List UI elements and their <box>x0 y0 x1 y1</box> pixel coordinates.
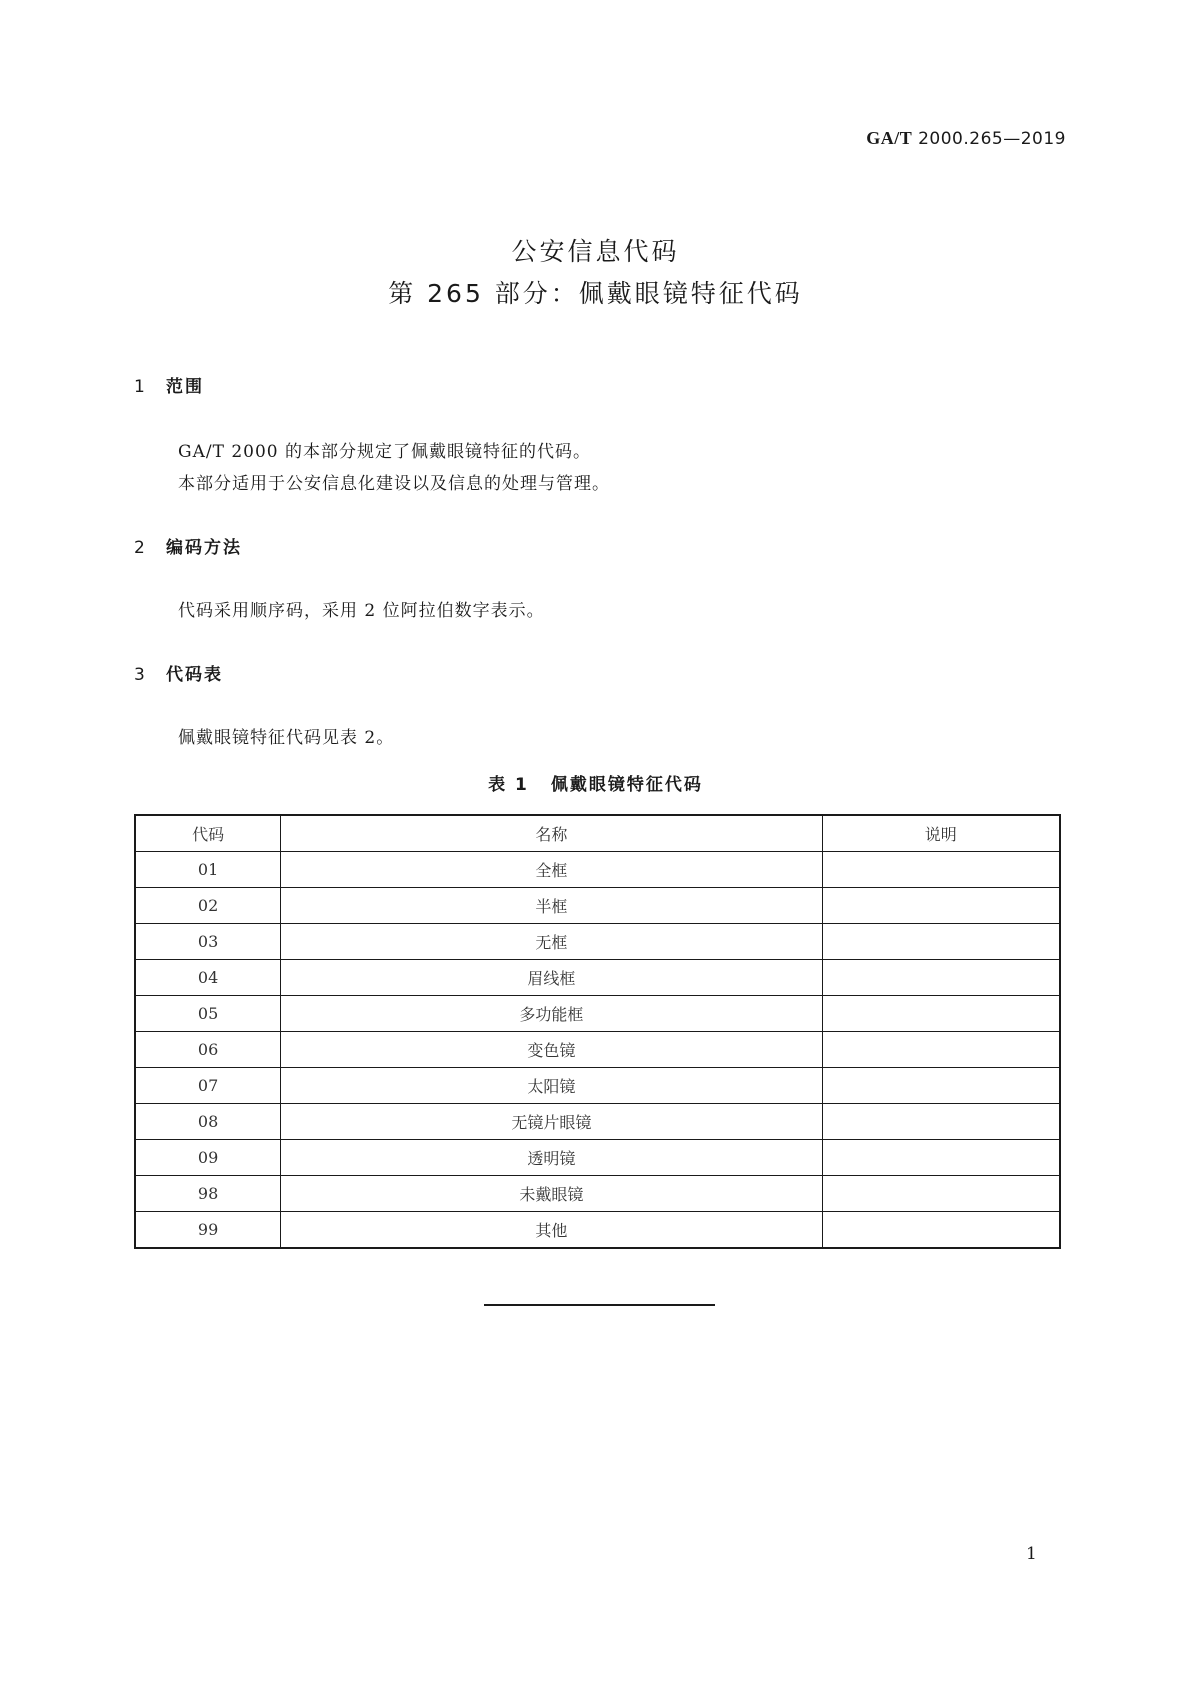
section-title: 编码方法 <box>166 538 242 558</box>
cell-name: 无镜片眼镜 <box>281 1104 822 1140</box>
cell-note <box>822 960 1060 996</box>
cell-name: 其他 <box>281 1212 822 1249</box>
header-note: 说明 <box>822 815 1060 852</box>
table-caption-label: 表 1 <box>488 775 529 795</box>
table-row <box>135 1140 1060 1176</box>
section-heading-coding-method <box>134 533 242 558</box>
cell-name: 全框 <box>281 852 822 888</box>
document-subtitle: 第 265 部分：佩戴眼镜特征代码 <box>388 279 803 308</box>
table-row <box>135 1032 1060 1068</box>
cell-code: 06 <box>135 1032 281 1068</box>
section-number: 3 <box>134 665 147 685</box>
cell-name: 眉线框 <box>281 960 822 996</box>
standard-code: GA/T <box>866 128 913 148</box>
table-header-row <box>135 815 1060 852</box>
table-caption <box>0 770 1191 795</box>
cell-code: 98 <box>135 1176 281 1212</box>
cell-code: 05 <box>135 996 281 1032</box>
cell-note <box>822 888 1060 924</box>
paragraph: GA/T 2000 的本部分规定了佩戴眼镜特征的代码。 <box>178 442 591 462</box>
cell-code: 01 <box>135 852 281 888</box>
cell-name: 变色镜 <box>281 1032 822 1068</box>
cell-note <box>822 996 1060 1032</box>
header-code: 代码 <box>135 815 281 852</box>
cell-name: 多功能框 <box>281 996 822 1032</box>
table-row <box>135 1176 1060 1212</box>
standard-number <box>866 128 1066 149</box>
cell-note <box>822 1176 1060 1212</box>
cell-note <box>822 1140 1060 1176</box>
cell-name: 透明镜 <box>281 1140 822 1176</box>
paragraph: 佩戴眼镜特征代码见表 2。 <box>178 728 395 748</box>
cell-note <box>822 924 1060 960</box>
paragraph: 代码采用顺序码，采用 2 位阿拉伯数字表示。 <box>178 601 545 621</box>
table-row <box>135 1068 1060 1104</box>
cell-note <box>822 1212 1060 1249</box>
cell-code: 03 <box>135 924 281 960</box>
cell-code: 99 <box>135 1212 281 1249</box>
table-row <box>135 996 1060 1032</box>
paragraph: 本部分适用于公安信息化建设以及信息的处理与管理。 <box>178 474 610 494</box>
cell-code: 04 <box>135 960 281 996</box>
page-number: 1 <box>1026 1544 1037 1564</box>
cell-code: 08 <box>135 1104 281 1140</box>
table-row <box>135 1212 1060 1249</box>
end-of-document-rule <box>484 1304 715 1306</box>
cell-note <box>822 1032 1060 1068</box>
cell-code: 07 <box>135 1068 281 1104</box>
cell-name: 半框 <box>281 888 822 924</box>
document-title: 公安信息代码 <box>511 237 680 266</box>
cell-note <box>822 1104 1060 1140</box>
cell-code: 02 <box>135 888 281 924</box>
header-name: 名称 <box>281 815 822 852</box>
section-heading-scope <box>134 372 204 397</box>
section-number: 1 <box>134 377 147 397</box>
table-row <box>135 1104 1060 1140</box>
cell-note <box>822 1068 1060 1104</box>
table-row <box>135 888 1060 924</box>
section-title: 范围 <box>166 377 204 397</box>
cell-name: 无框 <box>281 924 822 960</box>
table-caption-title: 佩戴眼镜特征代码 <box>550 775 703 795</box>
code-table <box>134 814 1061 1249</box>
section-heading-code-table <box>134 660 223 685</box>
cell-name: 太阳镜 <box>281 1068 822 1104</box>
table-row <box>135 960 1060 996</box>
section-number: 2 <box>134 538 147 558</box>
section-title: 代码表 <box>166 665 223 685</box>
cell-name: 未戴眼镜 <box>281 1176 822 1212</box>
table-row <box>135 852 1060 888</box>
cell-code: 09 <box>135 1140 281 1176</box>
standard-number-value: 2000.265—2019 <box>918 129 1066 149</box>
cell-note <box>822 852 1060 888</box>
table-row <box>135 924 1060 960</box>
